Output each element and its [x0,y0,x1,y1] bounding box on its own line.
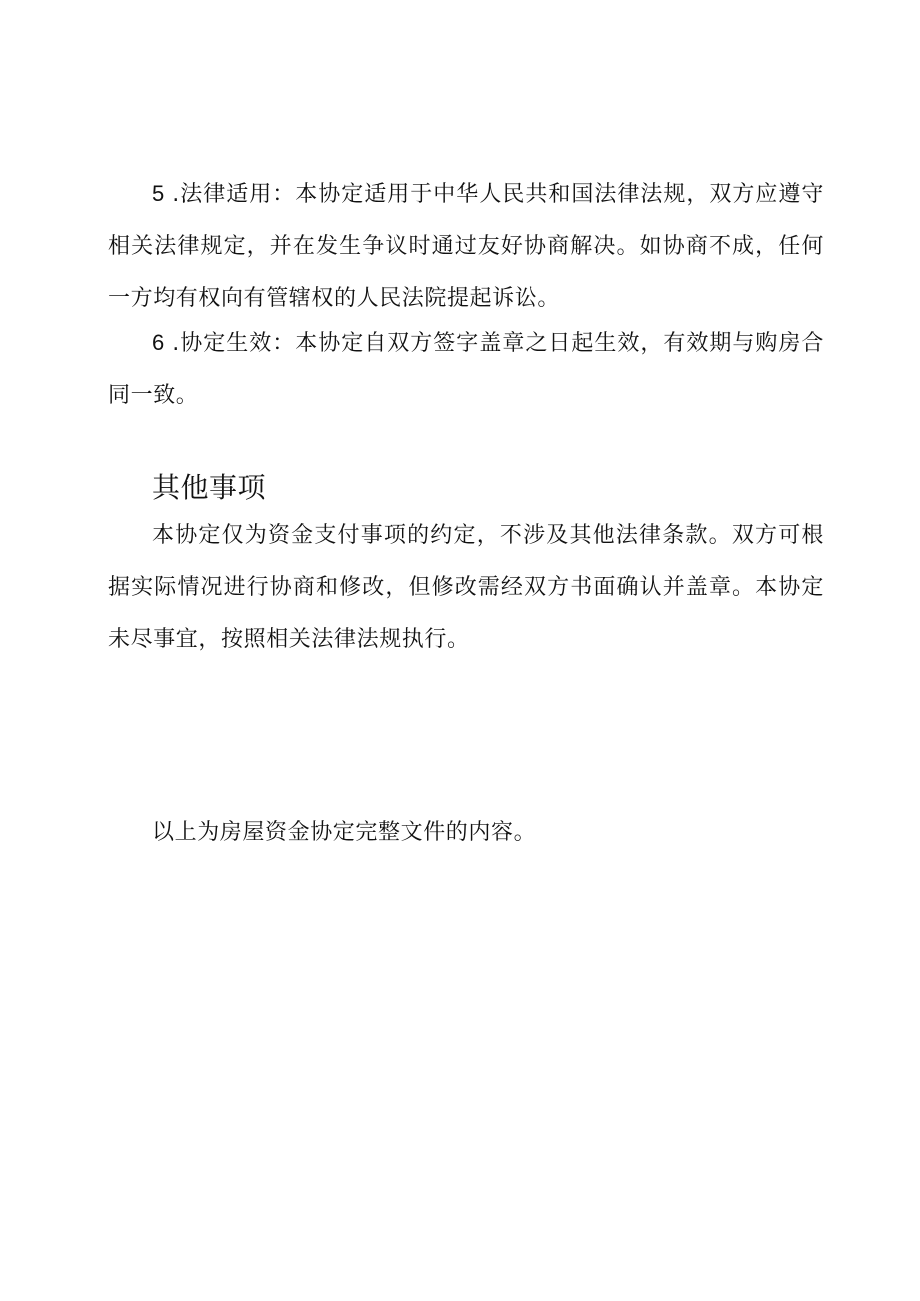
clause-number: 6 [152,330,165,355]
section-heading: 其他事项 [152,471,267,504]
clause-6-paragraph [108,317,824,422]
clause-5-paragraph [108,168,824,325]
closing-statement: 以上为房屋资金协定完整文件的内容。 [152,820,537,845]
other-matters-paragraph: 本协定仅为资金支付事项的约定，不涉及其他法律条款。双方可根据实际情况进行协商和修改，但修改需经双方书面确认并盖章。本协定未尽事宜，按照相关法律法规执行。 [108,523,824,652]
clause-text: .协定生效：本协定自双方签字盖章之日起生效，有效期与购房合同一致。 [108,331,824,408]
clause-text: .法律适用：本协定适用于中华人民共和国法律法规，双方应遵守相关法律规定，并在发生争议时通过友好协商解决。如协商不成，任何一方均有权向有管辖权的人民法院提起诉讼。 [108,182,824,311]
clause-number: 5 [152,181,165,206]
